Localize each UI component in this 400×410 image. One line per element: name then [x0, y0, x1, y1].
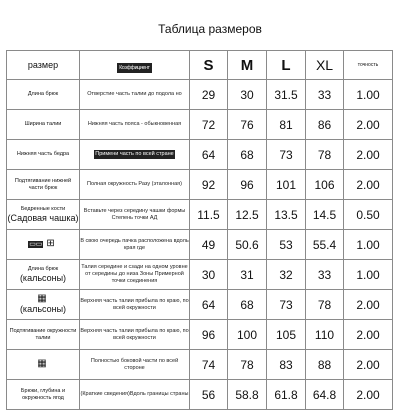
value-s: 64: [190, 290, 228, 320]
value-xl: 78: [306, 140, 344, 170]
value-s: 92: [190, 170, 228, 200]
value-l: 83: [267, 350, 306, 380]
value-l: 53: [267, 230, 306, 260]
header-row: [7, 51, 393, 80]
value-xl: 33: [306, 80, 344, 110]
value-s: 29: [190, 80, 228, 110]
value-m: 12.5: [228, 200, 267, 230]
measure-name: Подтягивание нижней части брюк: [7, 170, 80, 200]
value-l: 13.5: [267, 200, 306, 230]
measure-description: Талия середине и сзади на одном уровне от середины до низа Зоны Примерной точки соединения: [80, 260, 190, 290]
value-s: 49: [190, 230, 228, 260]
tolerance-value: 2.00: [344, 110, 393, 140]
measure-description: В свою очередь пачка расположена вдоль края где: [80, 230, 190, 260]
table-row: [7, 260, 393, 290]
measure-name-cell: [7, 230, 80, 260]
value-xl: 110: [306, 320, 344, 350]
measure-description: Нижняя часть пояса - обыкновенная: [80, 110, 190, 140]
size-s-header: S: [190, 51, 228, 80]
value-l: 73: [267, 290, 306, 320]
value-xl: 78: [306, 290, 344, 320]
value-m: 76: [228, 110, 267, 140]
tolerance-value: 2.00: [344, 140, 393, 170]
size-l-header: L: [267, 51, 306, 80]
tolerance-value: 2.00: [344, 350, 393, 380]
measure-description: Верхняя часть талии прибыла по краю, по всей окружности: [80, 320, 190, 350]
value-m: 30: [228, 80, 267, 110]
value-l: 61.8: [267, 380, 306, 410]
measure-name-cell: [7, 200, 80, 230]
table-row: [7, 320, 393, 350]
value-xl: 64.8: [306, 380, 344, 410]
value-m: 58.8: [228, 380, 267, 410]
measure-glyph-icon: ▦: [37, 292, 47, 304]
measure-name: Длина брюк: [27, 265, 59, 272]
value-m: 68: [228, 140, 267, 170]
value-s: 72: [190, 110, 228, 140]
value-xl: 33: [306, 260, 344, 290]
tolerance-value: 2.00: [344, 380, 393, 410]
tolerance-value: 2.00: [344, 320, 393, 350]
measure-name-sub: (Садовая чашка): [7, 212, 79, 223]
measure-description-cell: [80, 140, 190, 170]
measure-name: Ширина талии: [7, 110, 80, 140]
tolerance-value: 1.00: [344, 260, 393, 290]
size-table: [6, 50, 393, 410]
table-row: [7, 350, 393, 380]
unit-header: точность: [344, 51, 393, 80]
table-row: [7, 290, 393, 320]
measure-name: Подтягивание окружности талии: [7, 320, 80, 350]
measure-name-sub: (кальсоны): [19, 303, 67, 314]
tolerance-value: 1.00: [344, 80, 393, 110]
table-row: [7, 380, 393, 410]
table-row: [7, 80, 393, 110]
value-xl: 88: [306, 350, 344, 380]
value-l: 81: [267, 110, 306, 140]
note-header-cell: [80, 51, 190, 80]
tolerance-value: 0.50: [344, 200, 393, 230]
size-xl-header: XL: [306, 51, 344, 80]
value-s: 56: [190, 380, 228, 410]
value-xl: 14.5: [306, 200, 344, 230]
table-row: [7, 230, 393, 260]
measure-description: Полная окружность Разу (эталонная): [80, 170, 190, 200]
measure-name: Нижняя часть бедра: [7, 140, 80, 170]
measure-glyph-icon: ▭▭: [29, 241, 43, 248]
value-l: 32: [267, 260, 306, 290]
value-m: 31: [228, 260, 267, 290]
measure-description: (Краткие сведения)Вдоль границы страны: [80, 380, 190, 410]
value-s: 74: [190, 350, 228, 380]
tolerance-value: 2.00: [344, 170, 393, 200]
table-row: [7, 110, 393, 140]
value-l: 31.5: [267, 80, 306, 110]
table-row: [7, 200, 393, 230]
measure-glyph-icon: ⊞: [46, 238, 55, 249]
measure-name: Длина брюк: [7, 80, 80, 110]
measure-description: Примени часть по всей стране: [95, 151, 174, 157]
table-row: [7, 170, 393, 200]
measure-description: Отверстие часть талии до подола но: [80, 80, 190, 110]
measure-name: Бедренные кости: [20, 205, 66, 212]
value-m: 96: [228, 170, 267, 200]
note-header-label: Коэффициент: [119, 65, 150, 71]
measure-description: Полностью боковой части по всей стороне: [80, 350, 190, 380]
value-xl: 106: [306, 170, 344, 200]
value-l: 105: [267, 320, 306, 350]
tolerance-value: 2.00: [344, 290, 393, 320]
measure-name-sub: (кальсоны): [19, 272, 67, 283]
value-m: 50.6: [228, 230, 267, 260]
value-l: 101: [267, 170, 306, 200]
value-xl: 86: [306, 110, 344, 140]
measure-description: Вставьте через середину чашки формы Степень точки АД: [80, 200, 190, 230]
chart-title: Таблица размеров: [158, 22, 262, 36]
tolerance-value: 1.00: [344, 230, 393, 260]
measure-name-cell: [7, 350, 80, 380]
size-m-header: M: [228, 51, 267, 80]
measure-name: Брюки, глубина и окружность ягод: [7, 380, 80, 410]
measure-name-cell: [7, 260, 80, 290]
table-row: [7, 140, 393, 170]
size-header-label: размер: [7, 51, 80, 80]
value-s: 64: [190, 140, 228, 170]
value-m: 68: [228, 290, 267, 320]
value-l: 73: [267, 140, 306, 170]
value-xl: 55.4: [306, 230, 344, 260]
measure-description: Верхняя часть талии прибыла по краю, по всей окружности: [80, 290, 190, 320]
value-m: 78: [228, 350, 267, 380]
value-s: 96: [190, 320, 228, 350]
value-m: 100: [228, 320, 267, 350]
value-s: 11.5: [190, 200, 228, 230]
measure-glyph-icon: ▦: [37, 358, 47, 369]
value-s: 30: [190, 260, 228, 290]
measure-name-cell: [7, 290, 80, 320]
